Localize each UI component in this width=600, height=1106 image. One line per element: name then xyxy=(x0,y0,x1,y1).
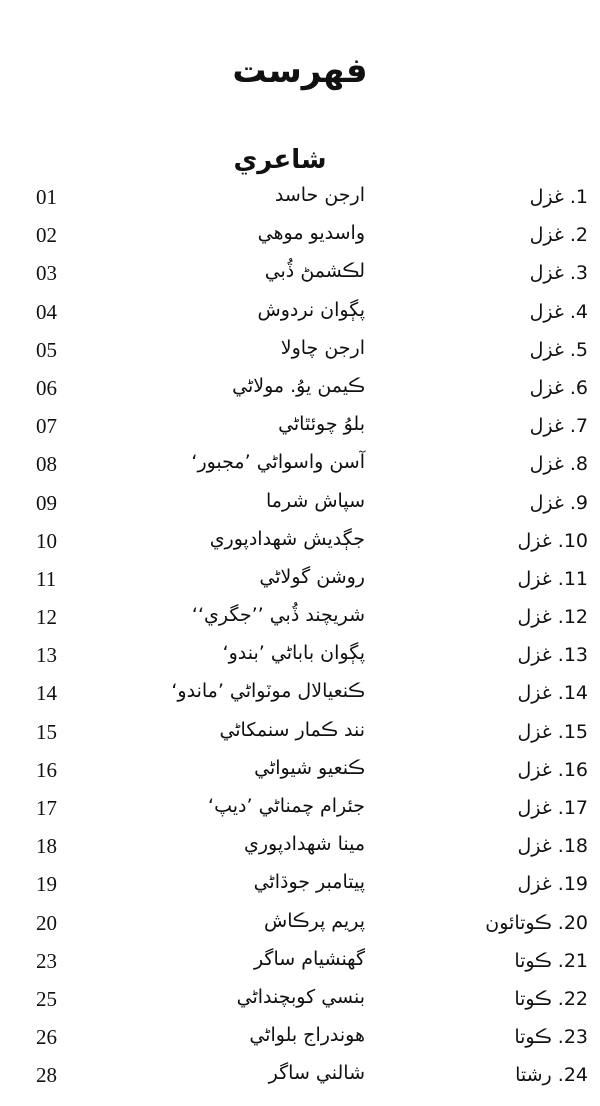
entry-author: شالني ساگر xyxy=(268,1062,365,1085)
entry-author: روشن گولاڻي xyxy=(259,565,365,588)
entry-author: آسن واسواڻي ’مجبور‘ xyxy=(191,451,365,474)
entry-label: 3. غزل xyxy=(529,262,588,285)
table-of-contents xyxy=(0,182,600,1099)
toc-entry xyxy=(0,526,600,564)
entry-page-number: 17 xyxy=(36,796,57,820)
entry-label: 19. غزل xyxy=(517,873,588,896)
toc-entry xyxy=(0,602,600,640)
entry-author: شريچند ڏُبي ’’جگري‘‘ xyxy=(191,604,365,627)
toc-entry xyxy=(0,793,600,831)
toc-entry xyxy=(0,488,600,526)
entry-page-number: 12 xyxy=(36,605,57,630)
entry-page-number: 01 xyxy=(36,185,57,209)
entry-label: 17. غزل xyxy=(517,797,588,819)
entry-label: 13. غزل xyxy=(517,644,588,667)
toc-entry xyxy=(0,946,600,984)
entry-label: 1. غزل xyxy=(529,186,588,208)
entry-label: 21. ڪوتا xyxy=(514,949,588,972)
entry-page-number: 16 xyxy=(36,757,57,782)
toc-entry xyxy=(0,1060,600,1098)
entry-label: 14. غزل xyxy=(517,682,588,705)
entry-author: پڳوان نردوش xyxy=(257,298,365,321)
entry-label: 18. غزل xyxy=(517,835,588,858)
toc-entry xyxy=(0,220,600,258)
entry-label: 9. غزل xyxy=(529,491,588,514)
entry-page-number: 11 xyxy=(36,566,57,591)
entry-label: 24. رشتا xyxy=(515,1064,588,1087)
entry-label: 10. غزل xyxy=(517,529,588,552)
entry-author: هوندراج بلواڻي xyxy=(249,1024,365,1047)
entry-page-number: 03 xyxy=(36,261,57,286)
entry-author: ڪنعيو شيواڻي xyxy=(254,756,365,779)
toc-entry xyxy=(0,1022,600,1060)
entry-author: نند ڪمار سنمکاڻي xyxy=(219,718,365,741)
toc-entry xyxy=(0,182,600,220)
entry-label: 7. غزل xyxy=(529,415,588,438)
entry-author: ارجن حاسد xyxy=(274,184,365,206)
entry-author: بلوُ چوئٿاڻي xyxy=(278,413,365,436)
entry-author: مينا شهدادپوري xyxy=(243,833,365,856)
entry-author: ارجن چاولا xyxy=(280,336,365,359)
entry-page-number: 13 xyxy=(36,643,57,668)
entry-page-number: 05 xyxy=(36,337,57,362)
toc-entry xyxy=(0,373,600,411)
entry-label: 12. غزل xyxy=(517,606,588,629)
entry-label: 23. ڪوتا xyxy=(514,1026,588,1049)
entry-page-number: 28 xyxy=(36,1063,57,1088)
entry-author: ڪيمن يوُ. مولاڻي xyxy=(232,374,365,397)
section-title: شاعري xyxy=(233,145,327,175)
entry-author: پيتامبر جوڌاڻي xyxy=(253,871,365,894)
entry-author: جئرام چمناڻي ’ديپ‘ xyxy=(208,795,365,817)
toc-entry xyxy=(0,678,600,716)
entry-page-number: 18 xyxy=(36,834,57,859)
entry-author: ڪنعيالال موٽواڻي ’ماندو‘ xyxy=(171,680,365,703)
toc-entry xyxy=(0,755,600,793)
toc-entry xyxy=(0,640,600,678)
toc-entry xyxy=(0,908,600,946)
entry-page-number: 23 xyxy=(36,948,57,973)
toc-entry xyxy=(0,984,600,1022)
entry-label: 6. غزل xyxy=(529,376,588,399)
entry-page-number: 20 xyxy=(36,910,57,935)
entry-label: 16. غزل xyxy=(517,758,588,781)
toc-entry xyxy=(0,411,600,449)
toc-entry xyxy=(0,335,600,373)
toc-entry xyxy=(0,869,600,907)
entry-author: پڳوان باباڻي ’بندو‘ xyxy=(222,642,365,665)
entry-page-number: 15 xyxy=(36,719,57,744)
entry-author: لڪشمڻ ڏُبي xyxy=(264,260,365,283)
entry-page-number: 06 xyxy=(36,375,57,400)
entry-label: 4. غزل xyxy=(529,300,588,323)
entry-author: بنسي کوبچنداڻي xyxy=(236,985,365,1008)
entry-page-number: 10 xyxy=(36,528,57,553)
entry-author: سپاش شرما xyxy=(265,489,365,512)
entry-author: جڳديش شهدادپوري xyxy=(209,527,365,550)
entry-label: 22. ڪوتا xyxy=(514,987,588,1010)
entry-label: 5. غزل xyxy=(529,338,588,361)
entry-label: 2. غزل xyxy=(529,224,588,247)
toc-entry xyxy=(0,449,600,487)
entry-author: پريم پرڪاش xyxy=(264,909,365,932)
entry-page-number: 02 xyxy=(36,223,57,248)
entry-label: 8. غزل xyxy=(529,453,588,476)
toc-entry xyxy=(0,831,600,869)
entry-page-number: 14 xyxy=(36,681,57,706)
entry-author: گهنشيام ساگر xyxy=(253,947,365,970)
toc-entry xyxy=(0,564,600,602)
entry-label: 11. غزل xyxy=(517,567,588,590)
toc-entry xyxy=(0,258,600,296)
entry-page-number: 07 xyxy=(36,414,57,439)
entry-page-number: 25 xyxy=(36,986,57,1011)
page-title: فهرست xyxy=(232,51,368,91)
toc-entry xyxy=(0,297,600,335)
entry-label: 20. ڪوتائون xyxy=(485,911,588,934)
entry-page-number: 09 xyxy=(36,490,57,515)
entry-author: واسديو موهي xyxy=(257,222,365,245)
entry-page-number: 19 xyxy=(36,872,57,897)
entry-page-number: 04 xyxy=(36,299,57,324)
entry-label: 15. غزل xyxy=(517,720,588,743)
entry-page-number: 08 xyxy=(36,452,57,477)
entry-page-number: 26 xyxy=(36,1025,57,1050)
toc-entry xyxy=(0,717,600,755)
